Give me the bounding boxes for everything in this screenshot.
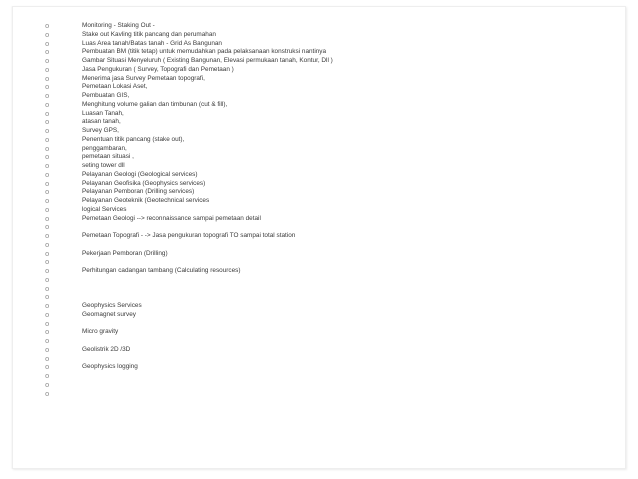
bullet-text: seting tower dll — [82, 162, 125, 169]
bullet-text: Perhitungan cadangan tambang (Calculating resources) — [82, 267, 241, 274]
bullet-marker-icon: o — [45, 363, 50, 372]
bullet-text: Geophysics Services — [82, 302, 142, 309]
bullet-marker-icon: o — [45, 214, 50, 223]
bullet-text: Micro gravity — [82, 328, 119, 336]
bullet-marker-icon: o — [45, 354, 50, 363]
bullet-item — [45, 31, 425, 40]
bullet-item — [45, 346, 425, 355]
bullet-item — [45, 57, 425, 66]
bullet-marker-icon: o — [45, 179, 50, 188]
bullet-text: Monitoring - Staking Out - — [82, 22, 155, 29]
bullet-marker-icon: o — [45, 267, 50, 275]
bullet-marker-icon: o — [45, 337, 50, 345]
bullet-marker-icon: o — [45, 284, 50, 293]
bullet-item — [45, 83, 425, 92]
bullet-text: Pembuatan GIS, — [82, 92, 130, 99]
bullet-text: Luasan Tanah, — [82, 109, 124, 117]
bullet-marker-icon: o — [45, 100, 50, 109]
bullet-marker-icon: o — [45, 162, 50, 170]
bullet-marker-icon: o — [45, 144, 50, 153]
bullet-marker-icon: o — [45, 197, 50, 205]
bullet-text: Geolistrik 2D /3D — [82, 345, 131, 353]
bullet-marker-icon: o — [45, 39, 50, 48]
bullet-item — [45, 197, 425, 206]
bullet-item — [45, 145, 425, 154]
bullet-marker-icon: o — [45, 135, 50, 144]
bullet-marker-icon: o — [45, 109, 50, 118]
bullet-marker-icon: o — [45, 188, 50, 197]
bullet-text: Luas Area tanah/Batas tanah - Grid As Bangunan — [82, 39, 222, 47]
bullet-marker-icon: o — [45, 293, 50, 302]
bullet-text: Pemetaan Lokasi Aset, — [82, 83, 148, 91]
bullet-marker-icon: o — [45, 275, 50, 284]
bullet-marker-icon: o — [45, 118, 50, 127]
bullet-item — [45, 390, 425, 399]
bullet-marker-icon: o — [45, 223, 50, 232]
bullet-text: Menghitung volume galian dan timbunan (cut & fill), — [82, 100, 228, 108]
bullet-marker-icon: o — [45, 170, 50, 179]
bullet-item — [45, 92, 425, 101]
bullet-marker-icon: o — [45, 205, 50, 214]
bullet-item — [45, 206, 425, 215]
bullet-marker-icon: o — [45, 380, 50, 389]
bullet-item — [45, 276, 425, 285]
bullet-item — [45, 320, 425, 329]
bullet-item — [45, 136, 425, 145]
bullet-marker-icon: o — [45, 240, 50, 249]
bullet-item — [45, 162, 425, 171]
bullet-item — [45, 101, 425, 110]
bullet-item — [45, 223, 425, 232]
bullet-item — [45, 22, 425, 31]
bullet-item — [45, 267, 425, 276]
bullet-item — [45, 363, 425, 372]
bullet-marker-icon: o — [45, 57, 50, 65]
bullet-marker-icon: o — [45, 83, 50, 92]
bullet-text: Pemetaan Geologi --> reconnaissance sampai pemetaan detail — [82, 214, 261, 222]
bullet-item — [45, 118, 425, 127]
bullet-text: Geophysics logging — [82, 363, 138, 371]
bullet-item — [45, 337, 425, 346]
bullet-item — [45, 232, 425, 241]
bullet-item — [45, 311, 425, 320]
bullet-marker-icon: o — [45, 127, 50, 135]
bullet-item — [45, 328, 425, 337]
bullet-marker-icon: o — [45, 319, 50, 328]
bullet-item — [45, 285, 425, 294]
bullet-item — [45, 110, 425, 119]
bullet-marker-icon: o — [45, 328, 50, 337]
bullet-marker-icon: o — [45, 249, 50, 258]
bullet-text: Pelayanan Geologi (Geological services) — [82, 170, 198, 178]
bullet-item — [45, 48, 425, 57]
bullet-item — [45, 171, 425, 180]
bullet-item — [45, 127, 425, 136]
bullet-item — [45, 293, 425, 302]
bullet-marker-icon: o — [45, 74, 50, 83]
bullet-item — [45, 153, 425, 162]
bullet-item — [45, 372, 425, 381]
bullet-text: Pelayanan Geofisika (Geophysics services) — [82, 179, 206, 187]
bullet-text: Jasa Pengukuran ( Survey, Topografi dan Pemetaan ) — [82, 65, 234, 73]
bullet-marker-icon: o — [45, 65, 50, 74]
bullet-item — [45, 381, 425, 390]
bullet-marker-icon: o — [45, 232, 50, 240]
bullet-marker-icon: o — [45, 92, 50, 100]
bullet-text: Penentuan titik pancang (stake out), — [82, 135, 185, 143]
bullet-text: Geomagnet survey — [82, 310, 136, 318]
bullet-item — [45, 180, 425, 189]
bullet-marker-icon: o — [45, 153, 50, 162]
bullet-text: Survey GPS, — [82, 127, 119, 134]
bullet-text: pemetaan situasi , — [82, 153, 134, 161]
bullet-item — [45, 241, 425, 250]
bullet-text: Gambar Situasi Menyeluruh ( Existing Bangunan, Elevasi permukaan tanah, Kontur, Dll ) — [82, 57, 333, 64]
bullet-item — [45, 188, 425, 197]
bullet-marker-icon: o — [45, 302, 50, 310]
bullet-item — [45, 355, 425, 364]
bullet-item — [45, 302, 425, 311]
bullet-item — [45, 75, 425, 84]
bullet-text: Stake out Kavling titik pancang dan perumahan — [82, 30, 216, 38]
bullet-item — [45, 215, 425, 224]
bullet-marker-icon: o — [45, 310, 50, 319]
bullet-text: Pelayanan Pemboran (Drilling services) — [82, 188, 195, 196]
bullet-item — [45, 258, 425, 267]
bullet-text: Pembuatan BM (titik tetap) untuk memudahkan pada pelaksanaan konstruksi nantinya — [82, 48, 327, 56]
bullet-marker-icon: o — [45, 372, 50, 380]
bullet-item — [45, 250, 425, 259]
bullet-text: atasan tanah, — [82, 118, 121, 126]
bullet-marker-icon: o — [45, 389, 50, 398]
bullet-item — [45, 40, 425, 49]
bullet-marker-icon: o — [45, 345, 50, 354]
bullet-list — [45, 22, 425, 398]
bullet-text: Menerima jasa Survey Pemetaan topografi, — [82, 74, 205, 82]
bullet-marker-icon: o — [45, 48, 50, 57]
bullet-marker-icon: o — [45, 22, 50, 30]
bullet-text: penggambaran, — [82, 144, 127, 152]
bullet-text: Pemetaan Topografi - -> Jasa pengukuran topografi TO sampai total station — [82, 232, 296, 239]
bullet-text: Pelayanan Geoteknik (Geotechnical services — [82, 197, 210, 204]
bullet-item — [45, 66, 425, 75]
bullet-text: Pekerjaan Pemboran (Drilling) — [82, 249, 168, 257]
bullet-text: logical Services — [82, 205, 127, 213]
bullet-marker-icon: o — [45, 30, 50, 39]
bullet-marker-icon: o — [45, 258, 50, 267]
